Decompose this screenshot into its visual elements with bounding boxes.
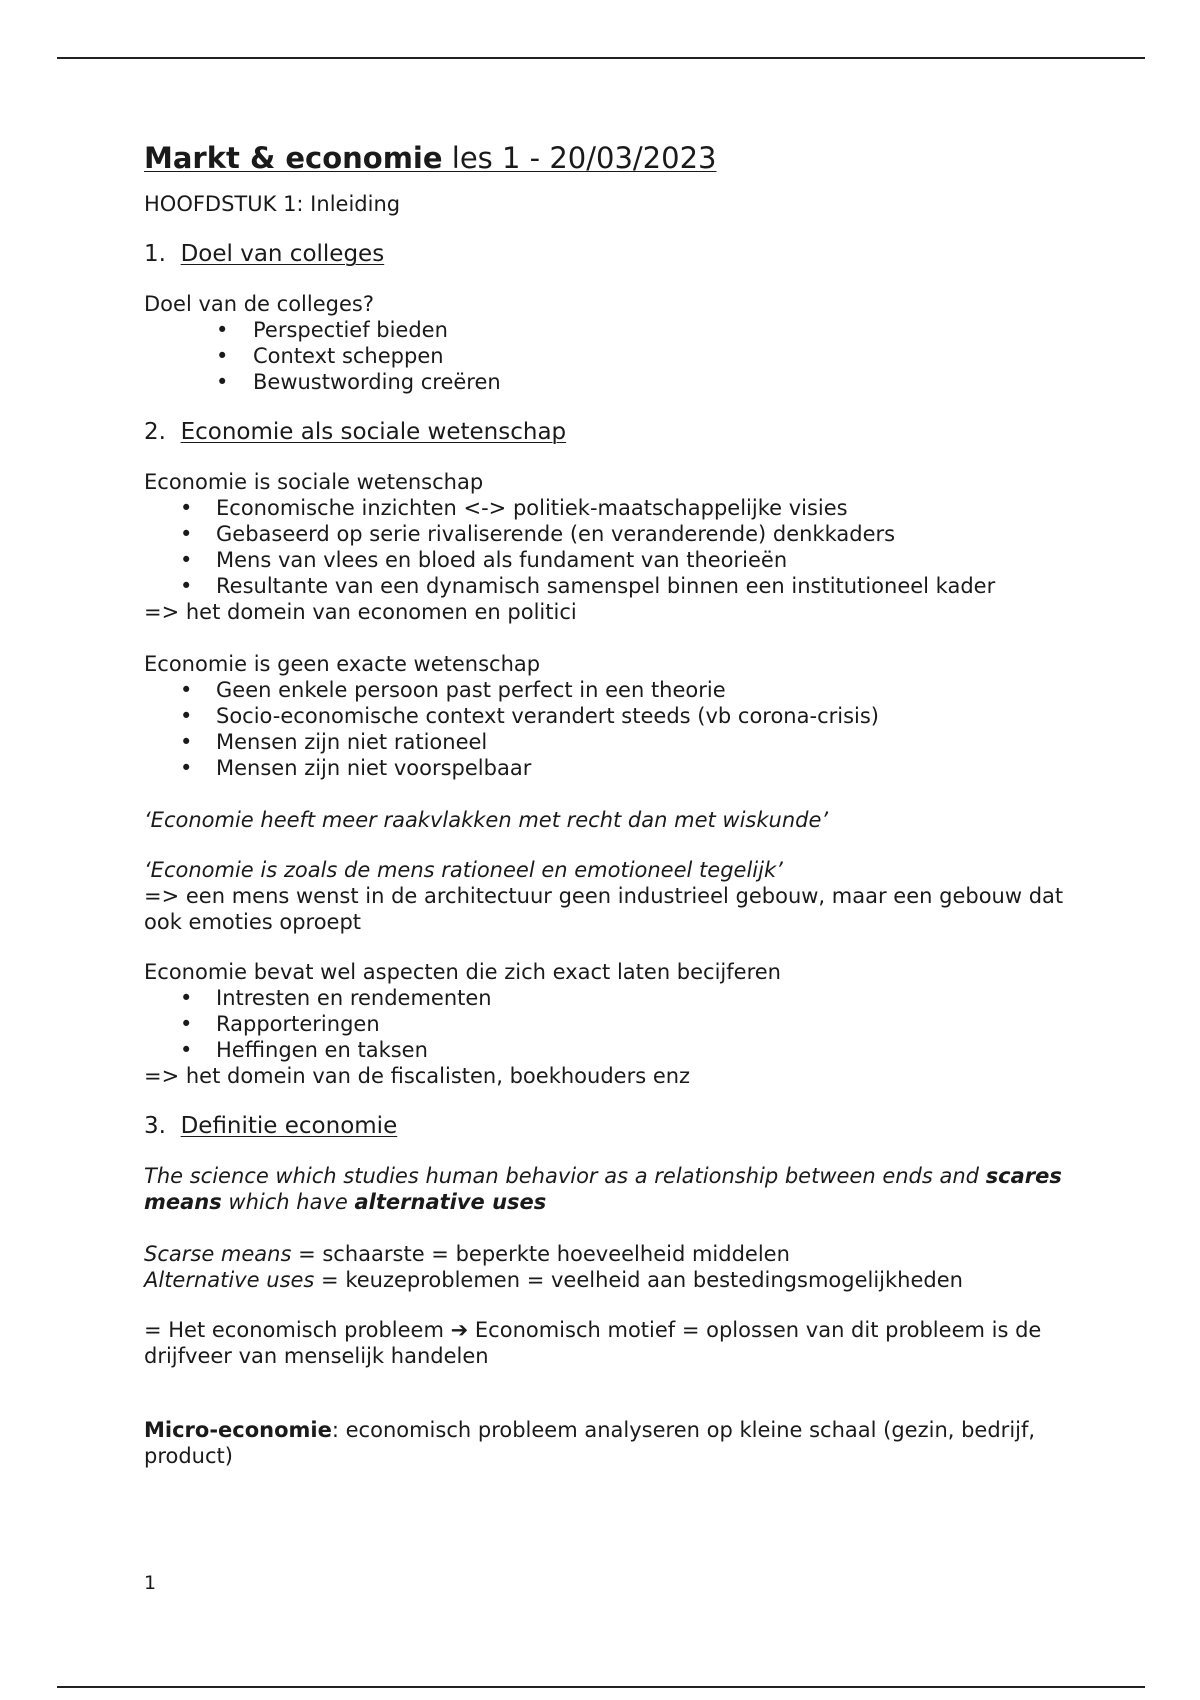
list-item: • Context scheppen xyxy=(144,343,1074,369)
quote-1: ‘Economie heeft meer raakvlakken met recht dan met wiskunde’ xyxy=(144,808,829,832)
page-number: 1 xyxy=(144,1572,157,1594)
list-item: • Perspectief bieden xyxy=(144,317,1074,343)
economic-problem xyxy=(144,1317,1074,1369)
list-item: • Heffingen en taksen xyxy=(144,1037,1074,1063)
definition-bold-2: alternative uses xyxy=(354,1190,547,1214)
scarse-def: = schaarste = beperkte hoeveelheid middelen xyxy=(291,1242,790,1266)
s1-intro: Doel van de colleges? xyxy=(144,292,374,316)
chapter-title: HOOFDSTUK 1: Inleiding xyxy=(144,192,401,216)
s2-intro-1: Economie is sociale wetenschap xyxy=(144,470,484,494)
section-2-heading xyxy=(144,417,1074,447)
section-3-heading xyxy=(144,1111,1074,1141)
title-bold: Markt & economie xyxy=(144,141,443,175)
definition xyxy=(144,1163,1074,1215)
s2-conclusion-1: => het domein van economen en politici xyxy=(144,600,577,624)
s1-list xyxy=(144,317,1074,395)
definition-bold-1: scares means xyxy=(144,1164,1062,1214)
top-rule xyxy=(57,57,1145,59)
page-title xyxy=(144,138,1074,178)
list-item: • Mensen zijn niet voorspelbaar xyxy=(144,755,1074,781)
micro-economie xyxy=(144,1417,1074,1469)
section-1-number: 1. xyxy=(144,241,166,267)
list-item: • Rapporteringen xyxy=(144,1011,1074,1037)
list-item: • Intresten en rendementen xyxy=(144,985,1074,1011)
list-item: • Geen enkele persoon past perfect in een theorie xyxy=(144,677,1074,703)
arrow-icon: ➔ xyxy=(450,1318,469,1342)
scarse-term: Scarse means xyxy=(144,1242,292,1266)
problem-part-a: = Het economisch probleem xyxy=(144,1318,451,1342)
scarse-line xyxy=(144,1241,1074,1267)
list-item: • Economische inzichten <-> politiek-maatschappelijke visies xyxy=(144,495,1074,521)
s2-intro-2: Economie is geen exacte wetenschap xyxy=(144,652,541,676)
definition-part-1: The science which studies human behavior as a relationship between ends and xyxy=(144,1164,986,1188)
list-item: • Resultante van een dynamisch samenspel binnen een institutioneel kader xyxy=(144,573,1074,599)
list-item: • Socio-economische context verandert steeds (vb corona-crisis) xyxy=(144,703,1074,729)
quote-2-note: => een mens wenst in de architectuur geen industrieel gebouw, maar een gebouw dat ook emoties oproept xyxy=(144,884,1064,934)
section-3-number: 3. xyxy=(144,1113,166,1139)
list-item: • Bewustwording creëren xyxy=(144,369,1074,395)
section-3-title: Definitie economie xyxy=(180,1113,398,1139)
s2-list-1 xyxy=(144,495,1074,599)
alternative-term: Alternative uses xyxy=(144,1268,315,1292)
problem-part-b: Economisch motief = oplossen van dit probleem is de drijfveer van menselijk handelen xyxy=(144,1318,1042,1368)
bottom-rule xyxy=(57,1686,1145,1688)
s2-conclusion-3: => het domein van de fiscalisten, boekhouders enz xyxy=(144,1064,691,1088)
list-item: • Mensen zijn niet rationeel xyxy=(144,729,1074,755)
micro-def: : economisch probleem analyseren op kleine schaal (gezin, bedrijf, product) xyxy=(144,1418,1036,1468)
alternative-line xyxy=(144,1267,1074,1293)
list-item: • Mens van vlees en bloed als fundament van theorieën xyxy=(144,547,1074,573)
s2-list-3 xyxy=(144,985,1074,1063)
quote-2: ‘Economie is zoals de mens rationeel en emotioneel tegelijk’ xyxy=(144,858,783,882)
page-content xyxy=(144,138,1074,1469)
section-1-title: Doel van colleges xyxy=(180,241,385,267)
list-item: • Gebaseerd op serie rivaliserende (en veranderende) denkkaders xyxy=(144,521,1074,547)
title-rest: les 1 - 20/03/2023 xyxy=(442,141,717,175)
section-1-heading xyxy=(144,239,1074,269)
micro-term: Micro-economie xyxy=(144,1418,332,1442)
section-2-number: 2. xyxy=(144,419,166,445)
alternative-def: = keuzeproblemen = veelheid aan bestedingsmogelijkheden xyxy=(314,1268,963,1292)
section-2-title: Economie als sociale wetenschap xyxy=(180,419,567,445)
s2-intro-3: Economie bevat wel aspecten die zich exact laten becijferen xyxy=(144,960,781,984)
definition-part-2: which have xyxy=(221,1190,355,1214)
s2-list-2 xyxy=(144,677,1074,781)
